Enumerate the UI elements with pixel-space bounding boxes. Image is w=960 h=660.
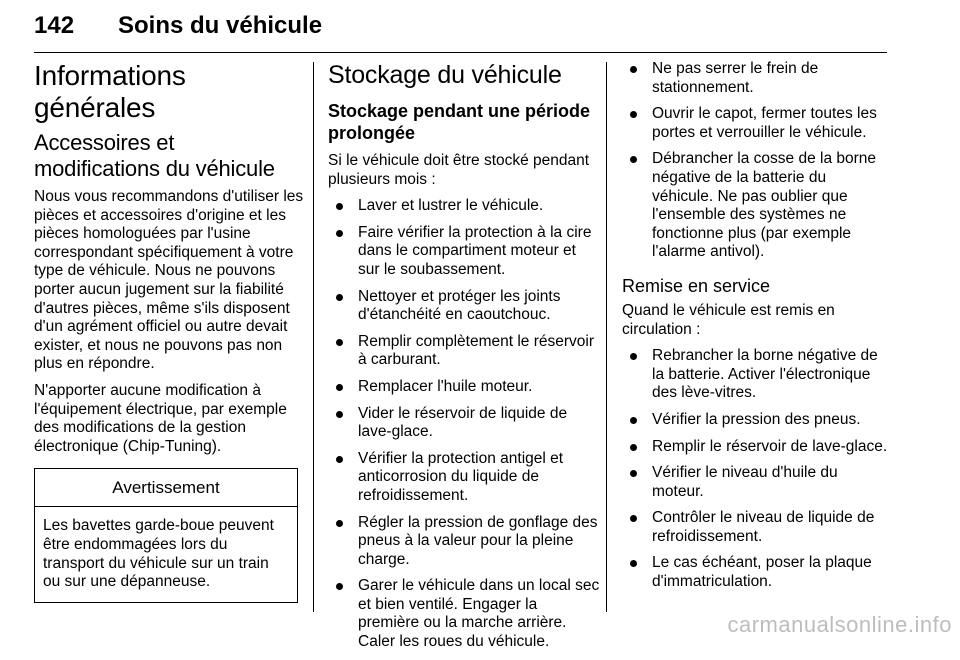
list-item: Faire vérifier la protection à la cire dans le compartiment moteur et sur le soubassement. <box>328 224 600 280</box>
chapter-title: Soins du véhicule <box>118 12 323 39</box>
paragraph: Quand le véhicule est remis en circulation : <box>622 301 835 338</box>
recommission-list <box>622 347 888 592</box>
column-general-info <box>34 60 304 603</box>
section-title: Informations générales <box>34 60 186 123</box>
column-storage <box>328 60 600 660</box>
list-item: Vider le réservoir de liquide de lave-glace. <box>328 405 600 442</box>
list-item: Laver et lustrer le véhicule. <box>328 197 600 216</box>
list-item: Remplacer l'huile moteur. <box>328 378 600 397</box>
warning-box <box>34 468 298 602</box>
list-item: Contrôler le niveau de liquide de refroidissement. <box>622 509 888 546</box>
list-item: Rebrancher la borne négative de la batterie. Activer l'électronique des lève-vitres. <box>622 347 888 403</box>
paragraph: Nous vous recommandons d'utiliser les pièces et accessoires d'origine et les pièces homologuées par l'usine correspondant spécifiquement à votre type de véhicule. Nous ne pouvons porter aucun jugement sur la fiabilité d'autres pièces, même s'ils disposent d'un agrément officiel ou autre devait exister, et nous ne pouvons pas non plus en répondre. <box>34 188 304 373</box>
list-item: Le cas échéant, poser la plaque d'immatriculation. <box>622 554 888 591</box>
storage-list <box>328 197 600 651</box>
list-item: Vérifier la protection antigel et anticorrosion du liquide de refroidissement. <box>328 450 600 506</box>
list-item: Remplir complètement le réservoir à carburant. <box>328 333 600 370</box>
list-item: Nettoyer et protéger les joints d'étanchéité en caoutchouc. <box>328 288 600 325</box>
warning-title: Avertissement <box>35 469 297 507</box>
column-storage-cont <box>622 60 888 600</box>
list-item: Garer le véhicule dans un local sec et bien ventilé. Engager la première ou la marche arrière. Caler les roues du véhicule. <box>328 577 600 651</box>
column-divider <box>606 62 607 612</box>
page-number: 142 <box>34 12 75 39</box>
list-item: Vérifier le niveau d'huile du moteur. <box>622 464 888 501</box>
column-divider <box>313 62 314 612</box>
warning-text: Les bavettes garde-boue peuvent être endommagées lors du transport du véhicule sur un train ou sur une dépanneuse. <box>43 517 274 591</box>
list-item: Ouvrir le capot, fermer toutes les portes et verrouiller le véhicule. <box>622 105 888 142</box>
storage-list-cont <box>622 60 888 262</box>
list-item: Ne pas serrer le frein de stationnement. <box>622 60 888 97</box>
page-header <box>34 6 887 53</box>
paragraph: N'apporter aucune modification à l'équipement électrique, par exemple des modifications de la gestion électronique (Chip-Tuning). <box>34 381 287 455</box>
list-item: Débrancher la cosse de la borne négative de la batterie du véhicule. Ne pas oublier que l'ensemble des systèmes ne fonctionne plus (par exemple l'alarme antivol). <box>622 150 888 262</box>
list-item: Remplir le réservoir de lave-glace. <box>622 438 888 457</box>
subsection-title: Remise en service <box>622 275 771 296</box>
subsection-title: Accessoires et modifications du véhicule <box>34 130 275 181</box>
paragraph: Si le véhicule doit être stocké pendant plusieurs mois : <box>328 152 590 188</box>
watermark: carmanualsonline.info <box>727 612 952 637</box>
subsection-title: Stockage pendant une période prolongée <box>328 101 591 143</box>
section-title: Stockage du véhicule <box>328 61 562 89</box>
list-item: Régler la pression de gonflage des pneus à la valeur pour la pleine charge. <box>328 514 600 570</box>
list-item: Vérifier la pression des pneus. <box>622 411 888 430</box>
